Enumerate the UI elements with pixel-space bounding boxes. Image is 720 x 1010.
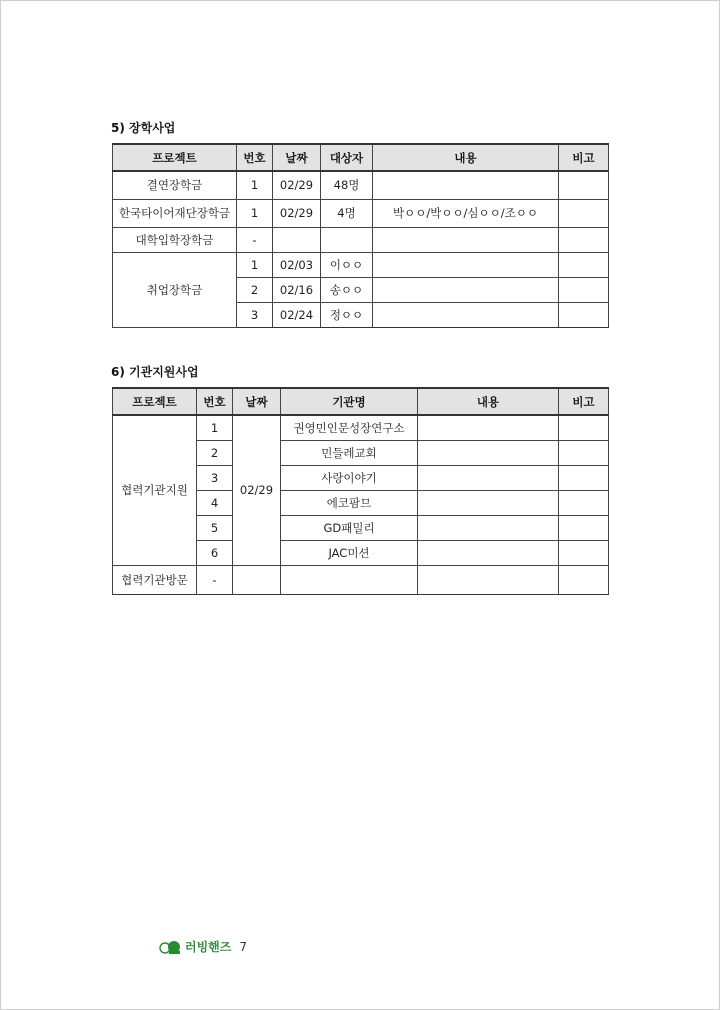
cell-institution: JAC미션 (281, 540, 418, 565)
cell-content (418, 440, 559, 465)
header-date: 날짜 (233, 388, 281, 415)
header-recipient: 대상자 (321, 144, 373, 171)
header-number: 번호 (197, 388, 233, 415)
cell-project-group: 협력기관지원 (113, 415, 197, 565)
cell-content (418, 415, 559, 440)
cell-number: 2 (237, 277, 273, 302)
cell-content (373, 171, 559, 199)
cell-institution (281, 565, 418, 594)
cell-content (418, 565, 559, 594)
cell-note (559, 302, 609, 327)
header-institution: 기관명 (281, 388, 418, 415)
table-row (113, 252, 609, 277)
header-note: 비고 (559, 388, 609, 415)
table-row (113, 565, 609, 594)
page-footer (159, 938, 247, 955)
header-project: 프로젝트 (113, 144, 237, 171)
cell-recipient: 정ㅇㅇ (321, 302, 373, 327)
cell-note (559, 277, 609, 302)
cell-content: 박ㅇㅇ/박ㅇㅇ/심ㅇㅇ/조ㅇㅇ (373, 199, 559, 227)
table-row (113, 171, 609, 199)
cell-recipient: 이ㅇㅇ (321, 252, 373, 277)
cell-note (559, 490, 609, 515)
cell-content (418, 490, 559, 515)
cell-note (559, 199, 609, 227)
cell-project: 협력기관방문 (113, 565, 197, 594)
cell-note (559, 540, 609, 565)
cell-note (559, 171, 609, 199)
cell-note (559, 252, 609, 277)
cell-date (273, 227, 321, 252)
cell-date (233, 565, 281, 594)
header-number: 번호 (237, 144, 273, 171)
cell-note (559, 465, 609, 490)
cell-note (559, 227, 609, 252)
cell-project: 결연장학금 (113, 171, 237, 199)
cell-date: 02/29 (273, 171, 321, 199)
cell-number: 6 (197, 540, 233, 565)
cell-number: 4 (197, 490, 233, 515)
cell-date: 02/16 (273, 277, 321, 302)
table-header-row (113, 388, 609, 415)
cell-recipient: 48명 (321, 171, 373, 199)
cell-number: 2 (197, 440, 233, 465)
table-row (113, 227, 609, 252)
header-note: 비고 (559, 144, 609, 171)
cell-note (559, 565, 609, 594)
cell-project-group: 취업장학금 (113, 252, 237, 327)
cell-institution: 사랑이야기 (281, 465, 418, 490)
table-row (113, 199, 609, 227)
cell-institution: 권영민인문성장연구소 (281, 415, 418, 440)
cell-recipient: 4명 (321, 199, 373, 227)
cell-note (559, 415, 609, 440)
section-title-scholarship: 5) 장학사업 (111, 121, 176, 135)
cell-number: - (237, 227, 273, 252)
cell-content (418, 540, 559, 565)
cell-project: 한국타이어재단장학금 (113, 199, 237, 227)
header-project: 프로젝트 (113, 388, 197, 415)
cell-number: 1 (237, 252, 273, 277)
cell-institution: 민들레교회 (281, 440, 418, 465)
cell-content (373, 277, 559, 302)
cell-number: 3 (237, 302, 273, 327)
cell-number: 1 (237, 199, 273, 227)
cell-number: 1 (237, 171, 273, 199)
cell-date: 02/03 (273, 252, 321, 277)
table-row (113, 415, 609, 440)
scholarship-table (112, 143, 609, 328)
section-title-institution: 6) 기관지원사업 (111, 365, 199, 379)
institution-table (112, 387, 609, 595)
cell-institution: 에코팜므 (281, 490, 418, 515)
cell-project: 대학입학장학금 (113, 227, 237, 252)
loving-hands-logo-icon (159, 939, 181, 955)
header-content: 내용 (418, 388, 559, 415)
header-date: 날짜 (273, 144, 321, 171)
cell-recipient: 송ㅇㅇ (321, 277, 373, 302)
cell-date-group: 02/29 (233, 415, 281, 565)
cell-number: 5 (197, 515, 233, 540)
cell-content (373, 302, 559, 327)
cell-number: - (197, 565, 233, 594)
cell-date: 02/24 (273, 302, 321, 327)
footer-brand: 러빙핸즈 (185, 940, 232, 954)
cell-recipient (321, 227, 373, 252)
page-number: 7 (239, 939, 248, 954)
cell-content (373, 252, 559, 277)
cell-content (418, 465, 559, 490)
header-content: 내용 (373, 144, 559, 171)
cell-institution: GD패밀리 (281, 515, 418, 540)
cell-number: 1 (197, 415, 233, 440)
cell-content (418, 515, 559, 540)
cell-content (373, 227, 559, 252)
cell-date: 02/29 (273, 199, 321, 227)
table-header-row (113, 144, 609, 171)
cell-note (559, 515, 609, 540)
cell-note (559, 440, 609, 465)
cell-number: 3 (197, 465, 233, 490)
